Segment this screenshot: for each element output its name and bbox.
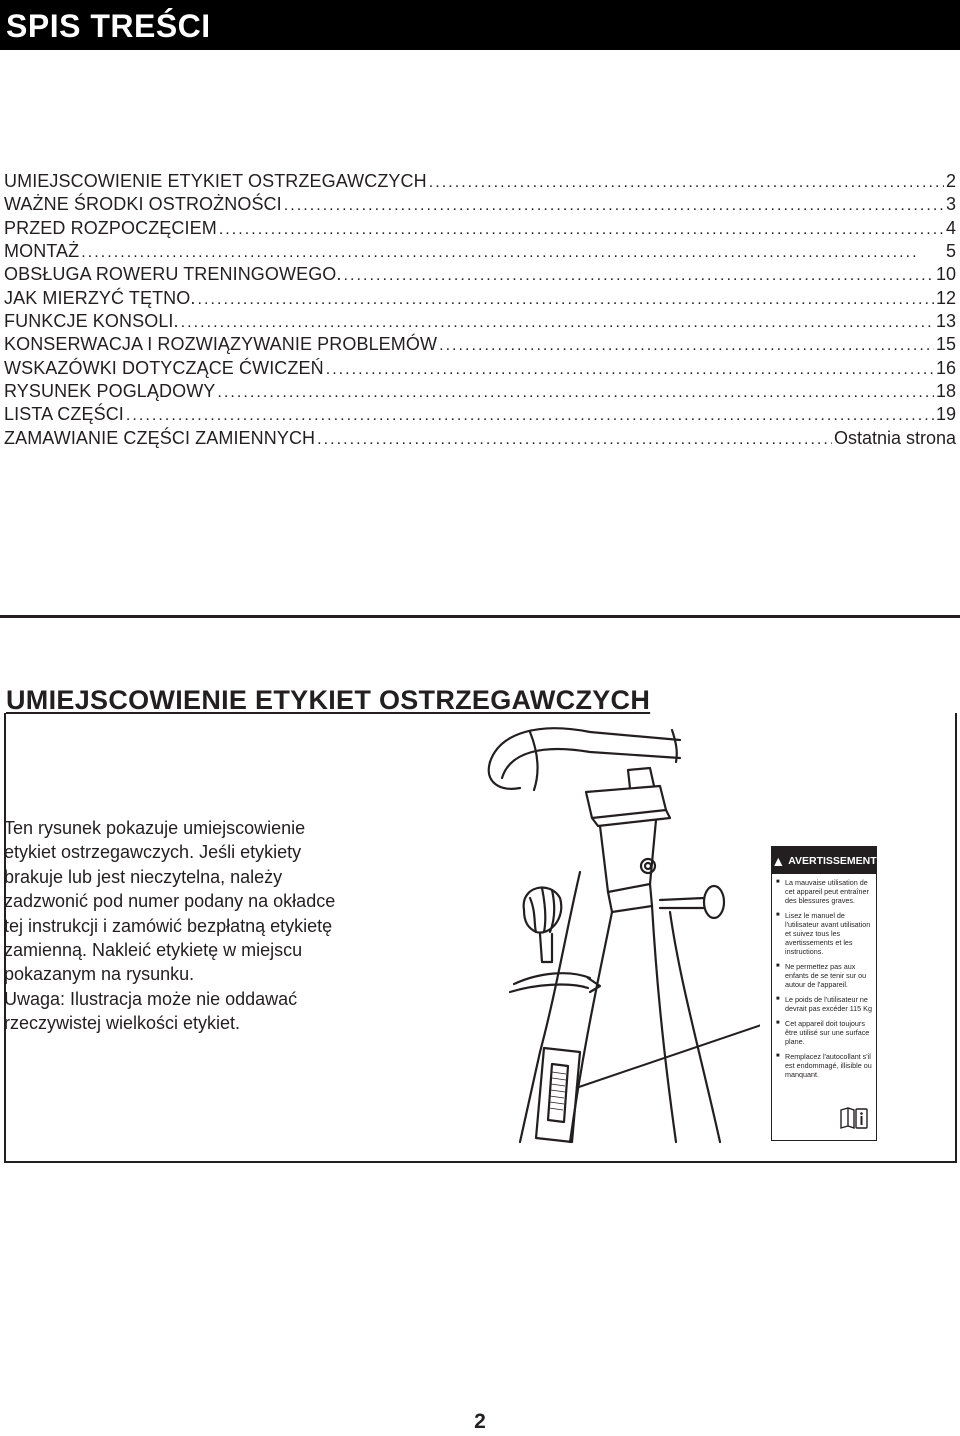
description-line: Uwaga: Ilustracja może nie oddawać xyxy=(4,988,298,1009)
toc-item-page: 2 xyxy=(945,171,956,191)
warning-item: ■ Cet appareil doit toujours être utilisé sur une surface plane. xyxy=(776,1019,872,1046)
toc-leader xyxy=(81,241,944,263)
toc-leader xyxy=(217,381,934,403)
warning-item: ■ La mauvaise utilisation de cet appareil peut entraîner des blessures graves. xyxy=(776,878,872,905)
warning-label xyxy=(771,846,877,1141)
header-bar xyxy=(0,0,960,50)
toc-item-page: 13 xyxy=(935,311,956,332)
section-divider xyxy=(0,615,960,618)
page-title: SPIS TREŚCI xyxy=(6,8,211,44)
toc-item[interactable] xyxy=(4,240,956,263)
toc-item-title: PRZED ROZPOCZĘCIEM xyxy=(4,217,217,238)
description-line: brakuje lub jest nieczytelna, należy xyxy=(4,866,283,887)
toc-leader xyxy=(181,311,934,333)
toc-leader xyxy=(219,218,944,240)
section-title: UMIEJSCOWIENIE ETYKIET OSTRZEGAWCZYCH xyxy=(6,684,654,716)
toc-item[interactable] xyxy=(4,380,956,403)
toc-item[interactable] xyxy=(4,403,956,426)
toc-item-title: UMIEJSCOWIENIE ETYKIET OSTRZEGAWCZYCH xyxy=(4,171,427,191)
toc-leader xyxy=(344,264,934,286)
toc-item[interactable] xyxy=(4,310,956,333)
warning-triangle-icon: ▲ xyxy=(771,852,786,869)
toc-item-page: 10 xyxy=(935,264,956,285)
toc-item-page: 19 xyxy=(935,404,956,425)
toc-item[interactable] xyxy=(4,333,956,356)
warning-label-header xyxy=(772,847,876,874)
description-line: rzeczywistej wielkości etykiet. xyxy=(4,1013,241,1034)
warning-item: ■ Le poids de l'utilisateur ne devrait pas excéder 115 Kg xyxy=(776,995,872,1013)
description-line: zadzwonić pod numer podany na okładce xyxy=(4,891,336,912)
toc-leader xyxy=(126,404,934,426)
toc-item-page: 3 xyxy=(945,194,956,215)
toc-item[interactable] xyxy=(4,357,956,380)
toc-item-page: 5 xyxy=(945,241,956,262)
toc-item-page: 4 xyxy=(945,217,956,238)
description-line: pokazanym na rysunku. xyxy=(4,964,195,985)
toc-item[interactable] xyxy=(4,263,956,286)
page-number: 2 xyxy=(474,1410,486,1433)
toc-leader xyxy=(317,428,832,450)
description-line: Ten rysunek pokazuje umiejscowienie xyxy=(4,818,306,838)
toc-item-title: FUNKCJE KONSOLI. xyxy=(4,311,179,332)
toc-leader xyxy=(284,194,944,216)
warning-heading: AVERTISSEMENT xyxy=(788,854,877,867)
toc-leader xyxy=(429,171,944,193)
toc-item-page: 12 xyxy=(935,287,956,308)
toc-item-title: WSKAZÓWKI DOTYCZĄCE ĆWICZEŃ xyxy=(4,357,324,378)
warning-item: ■ Ne permettez pas aux enfants de se tenir sur ou autour de l'appareil. xyxy=(776,962,872,989)
toc-leader xyxy=(326,358,934,380)
toc-leader xyxy=(439,334,934,356)
warning-list xyxy=(772,874,876,1079)
description-line: zamienną. Nakleić etykietę w miejscu xyxy=(4,940,303,961)
toc-item-title: OBSŁUGA ROWERU TRENINGOWEGO. xyxy=(4,264,342,285)
toc-item-title: RYSUNEK POGLĄDOWY xyxy=(4,381,216,402)
bike-illustration xyxy=(480,722,760,1158)
description-line: tej instrukcji i zamówić bezpłatną etykietę xyxy=(4,915,333,936)
toc-item-page: Ostatnia strona xyxy=(833,427,956,448)
toc-item-page: 18 xyxy=(935,381,956,402)
manual-info-icon xyxy=(840,1106,868,1130)
warning-item: ■ Remplacez l'autocollant s'il est endommagé, illisible ou manquant. xyxy=(776,1052,872,1079)
toc-item[interactable] xyxy=(4,427,956,450)
toc-item[interactable] xyxy=(4,287,956,310)
toc-item-title: ZAMAWIANIE CZĘŚCI ZAMIENNYCH xyxy=(4,427,316,448)
toc-item-title: WAŻNE ŚRODKI OSTROŻNOŚCI xyxy=(4,194,282,215)
toc-item[interactable] xyxy=(4,217,956,240)
toc-leader xyxy=(198,288,934,310)
toc-item-title: MONTAŻ xyxy=(4,241,80,262)
toc-item-title: LISTA CZĘŚCI xyxy=(4,404,124,425)
toc-item-page: 16 xyxy=(935,357,956,378)
toc-item[interactable] xyxy=(4,170,956,193)
toc-item-page: 15 xyxy=(935,334,956,355)
toc-item-title: KONSERWACJA I ROZWIĄZYWANIE PROBLEMÓW xyxy=(4,334,438,355)
warning-item: ■ Lisez le manuel de l'utilisateur avant utilisation et suivez tous les avertissements et les instructions. xyxy=(776,911,872,956)
toc-item-title: JAK MIERZYĆ TĘTNO. xyxy=(4,287,196,308)
toc-item[interactable] xyxy=(4,193,956,216)
section-description xyxy=(4,816,384,1036)
description-line: etykiet ostrzegawczych. Jeśli etykiety xyxy=(4,842,302,863)
table-of-contents xyxy=(4,170,956,450)
